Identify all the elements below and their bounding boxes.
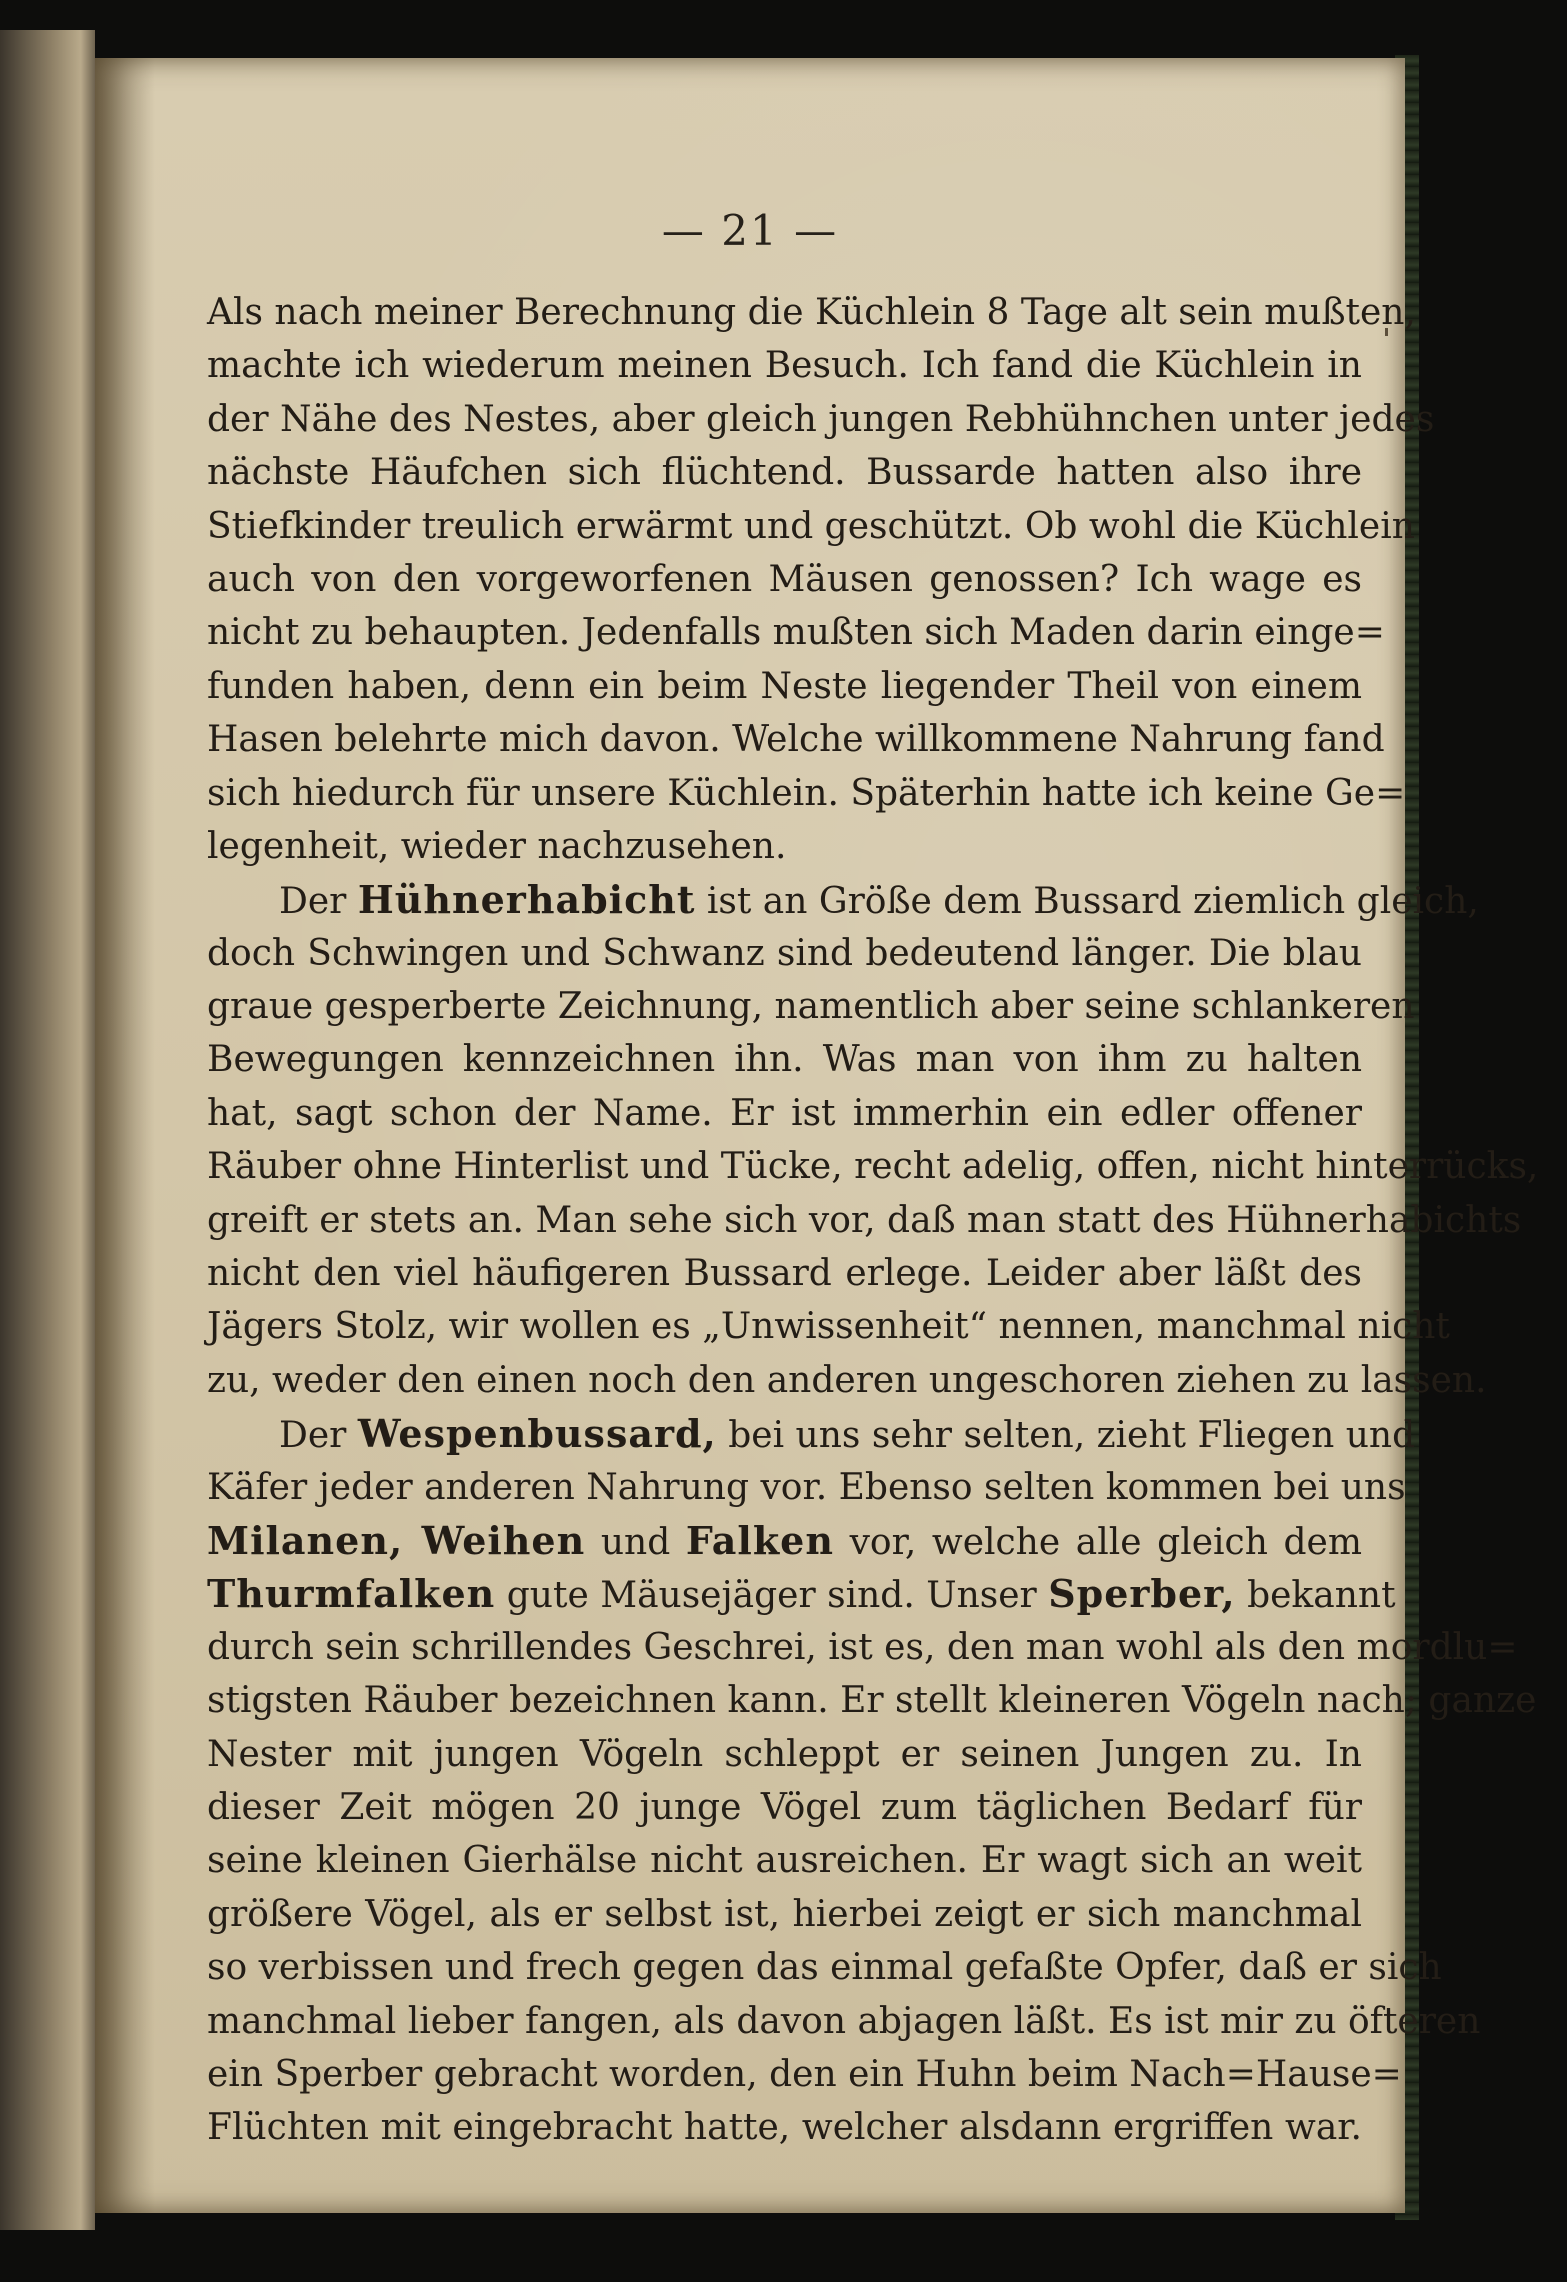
text-line — [207, 1728, 1362, 1781]
text-run: machte ich wiederum meinen Besuch. Ich fand die Küchlein in — [207, 345, 1362, 387]
bold-term: Thurmfalken — [207, 1571, 496, 1617]
text-run: ein Sperber gebracht worden, den ein Huhn beim Nach=Hause= — [207, 2053, 1402, 2095]
text-line — [207, 1247, 1362, 1300]
text-line — [207, 606, 1385, 659]
text-run: stigsten Räuber bezeichnen kann. Er stellt kleineren Vögeln nach; ganze — [207, 1680, 1537, 1722]
text-line — [207, 553, 1362, 606]
text-line — [207, 446, 1362, 499]
text-line — [207, 339, 1362, 392]
text-line — [207, 1514, 1362, 1567]
text-run: nächste Häufchen sich flüchtend. Bussarde hatten also ihre — [207, 452, 1362, 494]
left-page-edge — [0, 30, 95, 2230]
body-text — [207, 286, 1539, 2155]
text-run: so verbissen und frech gegen das einmal gefaßte Opfer, daß er sich — [207, 1947, 1442, 1989]
text-run: nicht den viel häufigeren Bussard erlege. Leider aber läßt des — [207, 1253, 1362, 1295]
text-line — [207, 1567, 1396, 1620]
text-line — [207, 1300, 1450, 1353]
text-line — [207, 767, 1406, 820]
text-line — [207, 500, 1415, 553]
text-line — [207, 1354, 1487, 1407]
text-line — [207, 2101, 1362, 2154]
text-line — [207, 2048, 1402, 2101]
text-run: Der — [279, 881, 358, 923]
text-line — [207, 660, 1362, 713]
text-run: Bewegungen kennzeichnen ihn. Was man von ihm zu halten — [207, 1039, 1362, 1081]
text-run: gute Mäusejäger sind. Unser — [495, 1575, 1049, 1617]
text-run: funden haben, denn ein beim Neste liegender Theil von einem — [207, 665, 1362, 707]
text-run: Flüchten mit eingebracht hatte, welcher alsdann ergriffen war. — [207, 2107, 1362, 2149]
text-line — [207, 713, 1385, 766]
text-run: graue gesperberte Zeichnung, namentlich aber seine schlankeren — [207, 986, 1415, 1028]
page-number: — 21 — — [661, 206, 839, 255]
gutter-shadow — [95, 58, 155, 2213]
text-run: legenheit, wieder nachzusehen. — [207, 825, 787, 867]
text-run: sich hiedurch für unsere Küchlein. Späterhin hatte ich keine Ge= — [207, 772, 1406, 814]
bold-term: Sperber, — [1048, 1571, 1236, 1617]
text-line — [207, 1194, 1522, 1247]
text-line — [207, 1834, 1362, 1887]
text-run: doch Schwingen und Schwanz sind bedeutend länger. Die blau — [207, 932, 1362, 974]
bold-term: Wespenbussard, — [357, 1411, 717, 1457]
text-line — [207, 1461, 1406, 1514]
text-run: manchmal lieber fangen, als davon abjagen läßt. Es ist mir zu öfteren — [207, 2000, 1481, 2042]
text-line — [207, 286, 1416, 339]
text-run: hat, sagt schon der Name. Er ist immerhin ein edler offener — [207, 1092, 1362, 1134]
text-run: größere Vögel, als er selbst ist, hierbei zeigt er sich manchmal — [207, 1893, 1362, 1935]
text-run: Käfer jeder anderen Nahrung vor. Ebenso selten kommen bei uns — [207, 1466, 1406, 1508]
text-line — [207, 1621, 1518, 1674]
text-line — [207, 1781, 1362, 1834]
text-run: auch von den vorgeworfenen Mäusen genossen? Ich wage es — [207, 558, 1362, 600]
text-line — [207, 1674, 1537, 1727]
bold-term: Milanen, Weihen — [207, 1517, 586, 1563]
text-run: Nester mit jungen Vögeln schleppt er seinen Jungen zu. In — [207, 1733, 1362, 1775]
text-line — [207, 1407, 1416, 1460]
text-run: Jägers Stolz, wir wollen es „Unwissenheit“ nennen, manchmal nicht — [207, 1306, 1450, 1348]
text-run: Stiefkinder treulich erwärmt und geschützt. Ob wohl die Küchlein — [207, 505, 1415, 547]
text-line — [207, 1888, 1362, 1941]
text-run: dieser Zeit mögen 20 junge Vögel zum täglichen Bedarf für — [207, 1786, 1362, 1828]
text-line — [207, 1140, 1539, 1193]
text-run: Der — [279, 1415, 358, 1457]
text-run: zu, weder den einen noch den anderen ungeschoren ziehen zu lassen. — [207, 1359, 1487, 1401]
bold-term: Falken — [685, 1517, 834, 1563]
text-line — [207, 1033, 1362, 1086]
text-run: und — [585, 1521, 686, 1563]
text-run: vor, welche alle gleich dem — [833, 1521, 1362, 1563]
text-line — [207, 1995, 1481, 2048]
text-line — [207, 393, 1435, 446]
text-run: Räuber ohne Hinterlist und Tücke, recht adelig, offen, nicht hinterrücks, — [207, 1146, 1539, 1188]
bold-term: Hühnerhabicht — [357, 877, 696, 923]
text-line — [207, 980, 1415, 1033]
text-line — [207, 1087, 1362, 1140]
text-run: der Nähe des Nestes, aber gleich jungen Rebhühnchen unter jedes — [207, 398, 1435, 440]
text-run: Hasen belehrte mich davon. Welche willkommene Nahrung fand — [207, 719, 1385, 761]
text-line — [207, 1941, 1442, 1994]
text-run: durch sein schrillendes Geschrei, ist es, den man wohl als den mordlu= — [207, 1626, 1518, 1668]
text-run: nicht zu behaupten. Jedenfalls mußten sich Maden darin einge= — [207, 612, 1385, 654]
text-run: bei uns sehr selten, zieht Fliegen und — [716, 1415, 1416, 1457]
text-line — [207, 820, 1362, 873]
text-run: greift er stets an. Man sehe sich vor, daß man statt des Hühnerhabichts — [207, 1199, 1522, 1241]
book-page — [95, 58, 1539, 2213]
text-run: ist an Größe dem Bussard ziemlich gleich, — [695, 881, 1479, 923]
text-line — [207, 927, 1362, 980]
text-line — [207, 873, 1479, 926]
text-run: seine kleinen Gierhälse nicht ausreichen. Er wagt sich an weit — [207, 1840, 1362, 1882]
text-run: Als nach meiner Berechnung die Küchlein 8 Tage alt sein mußten, — [207, 292, 1416, 333]
text-run: bekannt — [1235, 1575, 1396, 1617]
